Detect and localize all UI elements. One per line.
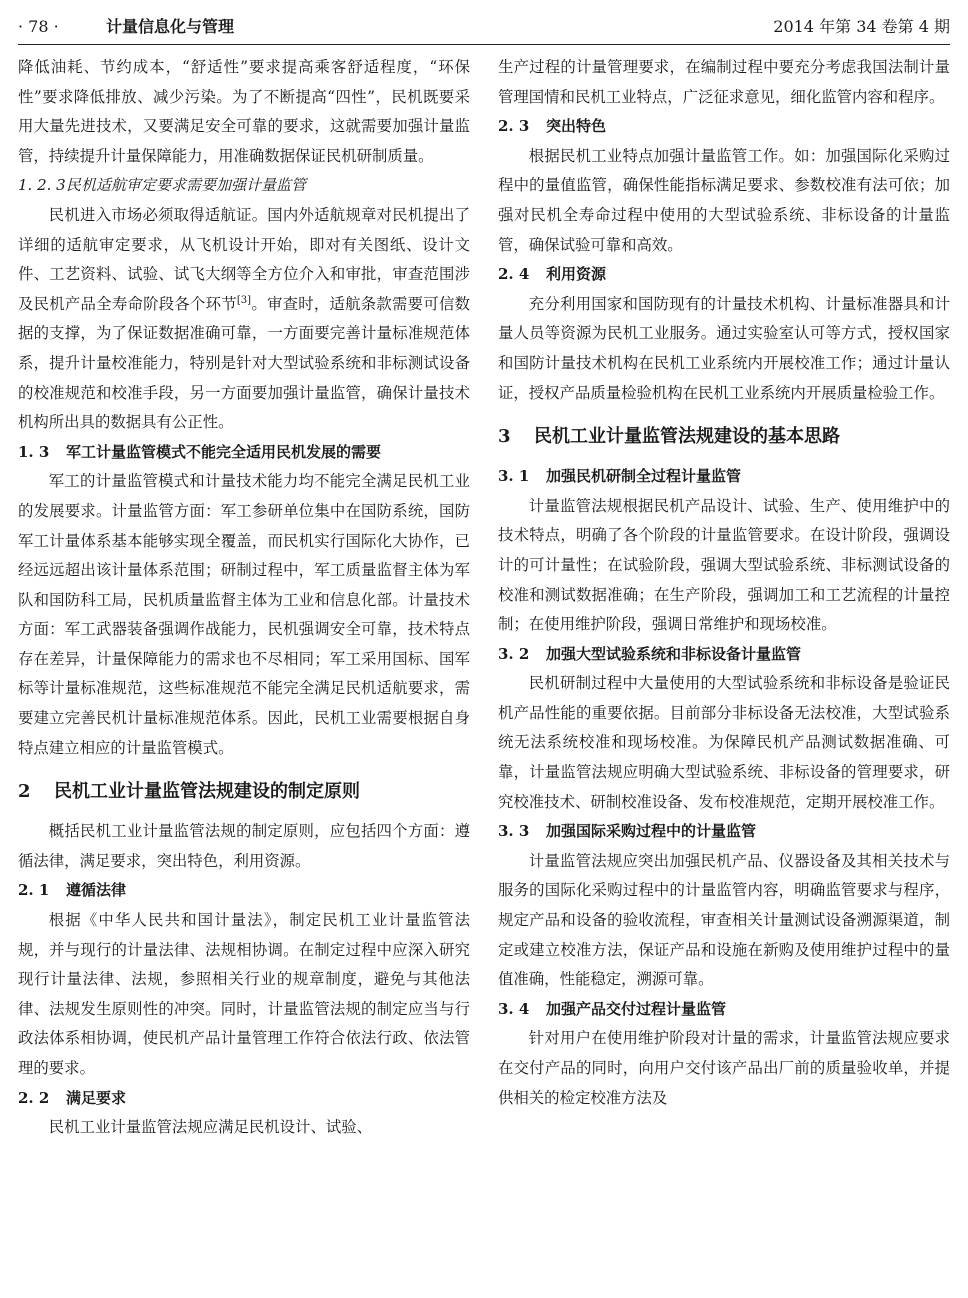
paragraph: 生产过程的计量管理要求，在编制过程中要充分考虑我国法制计量管理国情和民机工业特点，广泛征求意见，细化监管内容和程序。	[498, 58, 950, 106]
journal-title: 计量信息化与管理	[106, 17, 235, 36]
section-heading-2: 2 民机工业计量监管法规建设的制定原则	[18, 781, 360, 803]
paragraph: 民机研制过程中大量使用的大型试验系统和非标设备是验证民机产品性能的重要依据。目前部分非标设备无法校准，大型试验系统无法系统校准和现场校准。为保障民机产品测试数据准确、可靠，计量监管法规应明确大型试验系统、非标设备的管理要求，研究校准技术、研制校准设备、发布校准规范，定期开展校准工作。	[498, 674, 950, 811]
paragraph: 根据民机工业特点加强计量监管工作。如：加强国际化采购过程中的量值监管，确保性能指标满足要求、参数校准有法可依；加强对民机全寿命过程中使用的大型试验系统、非标设备的计量监管，确保试验可靠和高效。	[498, 146, 950, 254]
paragraph: 计量监管法规应突出加强民机产品、仪器设备及其相关技术与服务的国际化采购过程中的计量监管内容，明确监管要求与程序，规定产品和设备的验收流程，审查相关计量测试设备溯源渠道，制定或建立校准方法，保证产品和设施在新购及使用维护过程中的量值准确，性能稳定，溯源可靠。	[498, 851, 950, 989]
paragraph: 降低油耗、节约成本，“舒适性”要求提高乘客舒适程度，“环保性”要求降低排放、减少污染。为了不断提高“四性”，民机既要采用大量先进技术，又要满足安全可靠的要求，这就需要加强计量监管，持续提升计量保障能力，用准确数据保证民机研制质量。	[18, 58, 470, 165]
right-column	[498, 53, 950, 1143]
paragraph: 民机工业计量监管法规应满足民机设计、试验、	[48, 1118, 373, 1137]
paragraph: 计量监管法规根据民机产品设计、试验、生产、使用维护中的技术特点，明确了各个阶段的计量监管要求。在设计阶段，强调设计的可计量性；在试验阶段，强调大型试验系统、非标测试设备的校准和测试数据准确；在生产阶段，强调加工和工艺流程的计量控制；在使用维护阶段，强调日常维护和现场校准。	[498, 496, 950, 634]
page-number: · 78 ·	[18, 17, 59, 36]
left-column	[18, 53, 470, 1143]
section-heading-3-2: 3. 2 加强大型试验系统和非标设备计量监管	[498, 644, 802, 663]
paragraph: 概括民机工业计量监管法规的制定原则，应包括四个方面：遵循法律，满足要求，突出特色，利用资源。	[18, 822, 470, 870]
paragraph: 针对用户在使用维护阶段对计量的需求，计量监管法规应要求在交付产品的同时，向用户交付该产品出厂前的质量验收单，并提供相关的检定校准方法及	[498, 1029, 950, 1107]
section-heading-3-4: 3. 4 加强产品交付过程计量监管	[498, 999, 727, 1018]
issue-info: 2014 年第 34 卷第 4 期	[773, 17, 950, 36]
section-heading-3-3: 3. 3 加强国际采购过程中的计量监管	[498, 822, 757, 841]
paragraph: 军工的计量监管模式和计量技术能力均不能完全满足民机工业的发展要求。计量监管方面：军工参研单位集中在国防系统，国防军工计量体系基本能够实现全覆盖，而民机实行国际化大协作，已经远远超出该计量体系范围；研制过程中，军工质量监督主体为军队和国防科工局，民机质量监督主体为工业和信息化部。计量技术方面：军工武器装备强调作战能力，民机强调安全可靠，技术特点存在差异，计量保障能力的需求也不尽相同；军工采用国标、国军标等计量标准规范，这些标准规范不能完全满足民机适航要求，需要建立完善民机计量标准规范体系。因此，民机工业需要根据自身特点建立相应的计量监管模式。	[18, 472, 470, 757]
section-heading-3: 3 民机工业计量监管法规建设的基本思路	[498, 426, 840, 448]
section-heading-1-2-3: 1. 2. 3民机适航审定要求需要加强计量监管	[18, 176, 307, 195]
section-heading-2-1: 2. 1 遵循法律	[18, 881, 127, 900]
section-heading-1-3: 1. 3 军工计量监管模式不能完全适用民机发展的需要	[18, 442, 382, 461]
paragraph: 充分利用国家和国防现有的计量技术机构、计量标准器具和计量人员等资源为民机工业服务。通过实验室认可等方式，授权国家和国防计量技术机构在民机工业系统内开展校准工作；通过计量认证，授权产品质量检验机构在民机工业系统内开展质量检验工作。	[498, 294, 950, 402]
section-heading-2-3: 2. 3 突出特色	[498, 117, 607, 136]
body-columns	[18, 53, 950, 1143]
section-heading-2-2: 2. 2 满足要求	[18, 1088, 127, 1107]
running-header	[18, 14, 950, 45]
section-heading-3-1: 3. 1 加强民机研制全过程计量监管	[498, 467, 742, 486]
paragraph: 根据《中华人民共和国计量法》，制定民机工业计量监管法规，并与现行的计量法律、法规相协调。在制定过程中应深入研究现行计量法律、法规，参照相关行业的规章制度，避免与其他法律、法规发生原则性的冲突。同时，计量监管法规的制定应当与行政法体系相协调，使民机产品计量管理工作符合依法行政、依法管理的要求。	[18, 911, 470, 1077]
citation-ref: [3]	[236, 294, 252, 306]
section-heading-2-4: 2. 4 利用资源	[498, 265, 607, 284]
paragraph: 民机进入市场必须取得适航证。国内外适航规章对民机提出了详细的适航审定要求，从飞机设计开始，即对有关图纸、设计文件、工艺资料、试验、试飞大纲等全方位介入和审批，审查范围涉及民机产品全寿命阶段各个环节[3]。审查时，适航条款需要可信数据的支撑，为了保证数据准确可靠，一方面要完善计量标准规范体系，提升计量校准能力，特别是针对大型试验系统和非标测试设备的校准规范和校准手段，另一方面要加强计量监管，确保计量技术机构所出具的数据具有公正性。	[18, 205, 470, 432]
